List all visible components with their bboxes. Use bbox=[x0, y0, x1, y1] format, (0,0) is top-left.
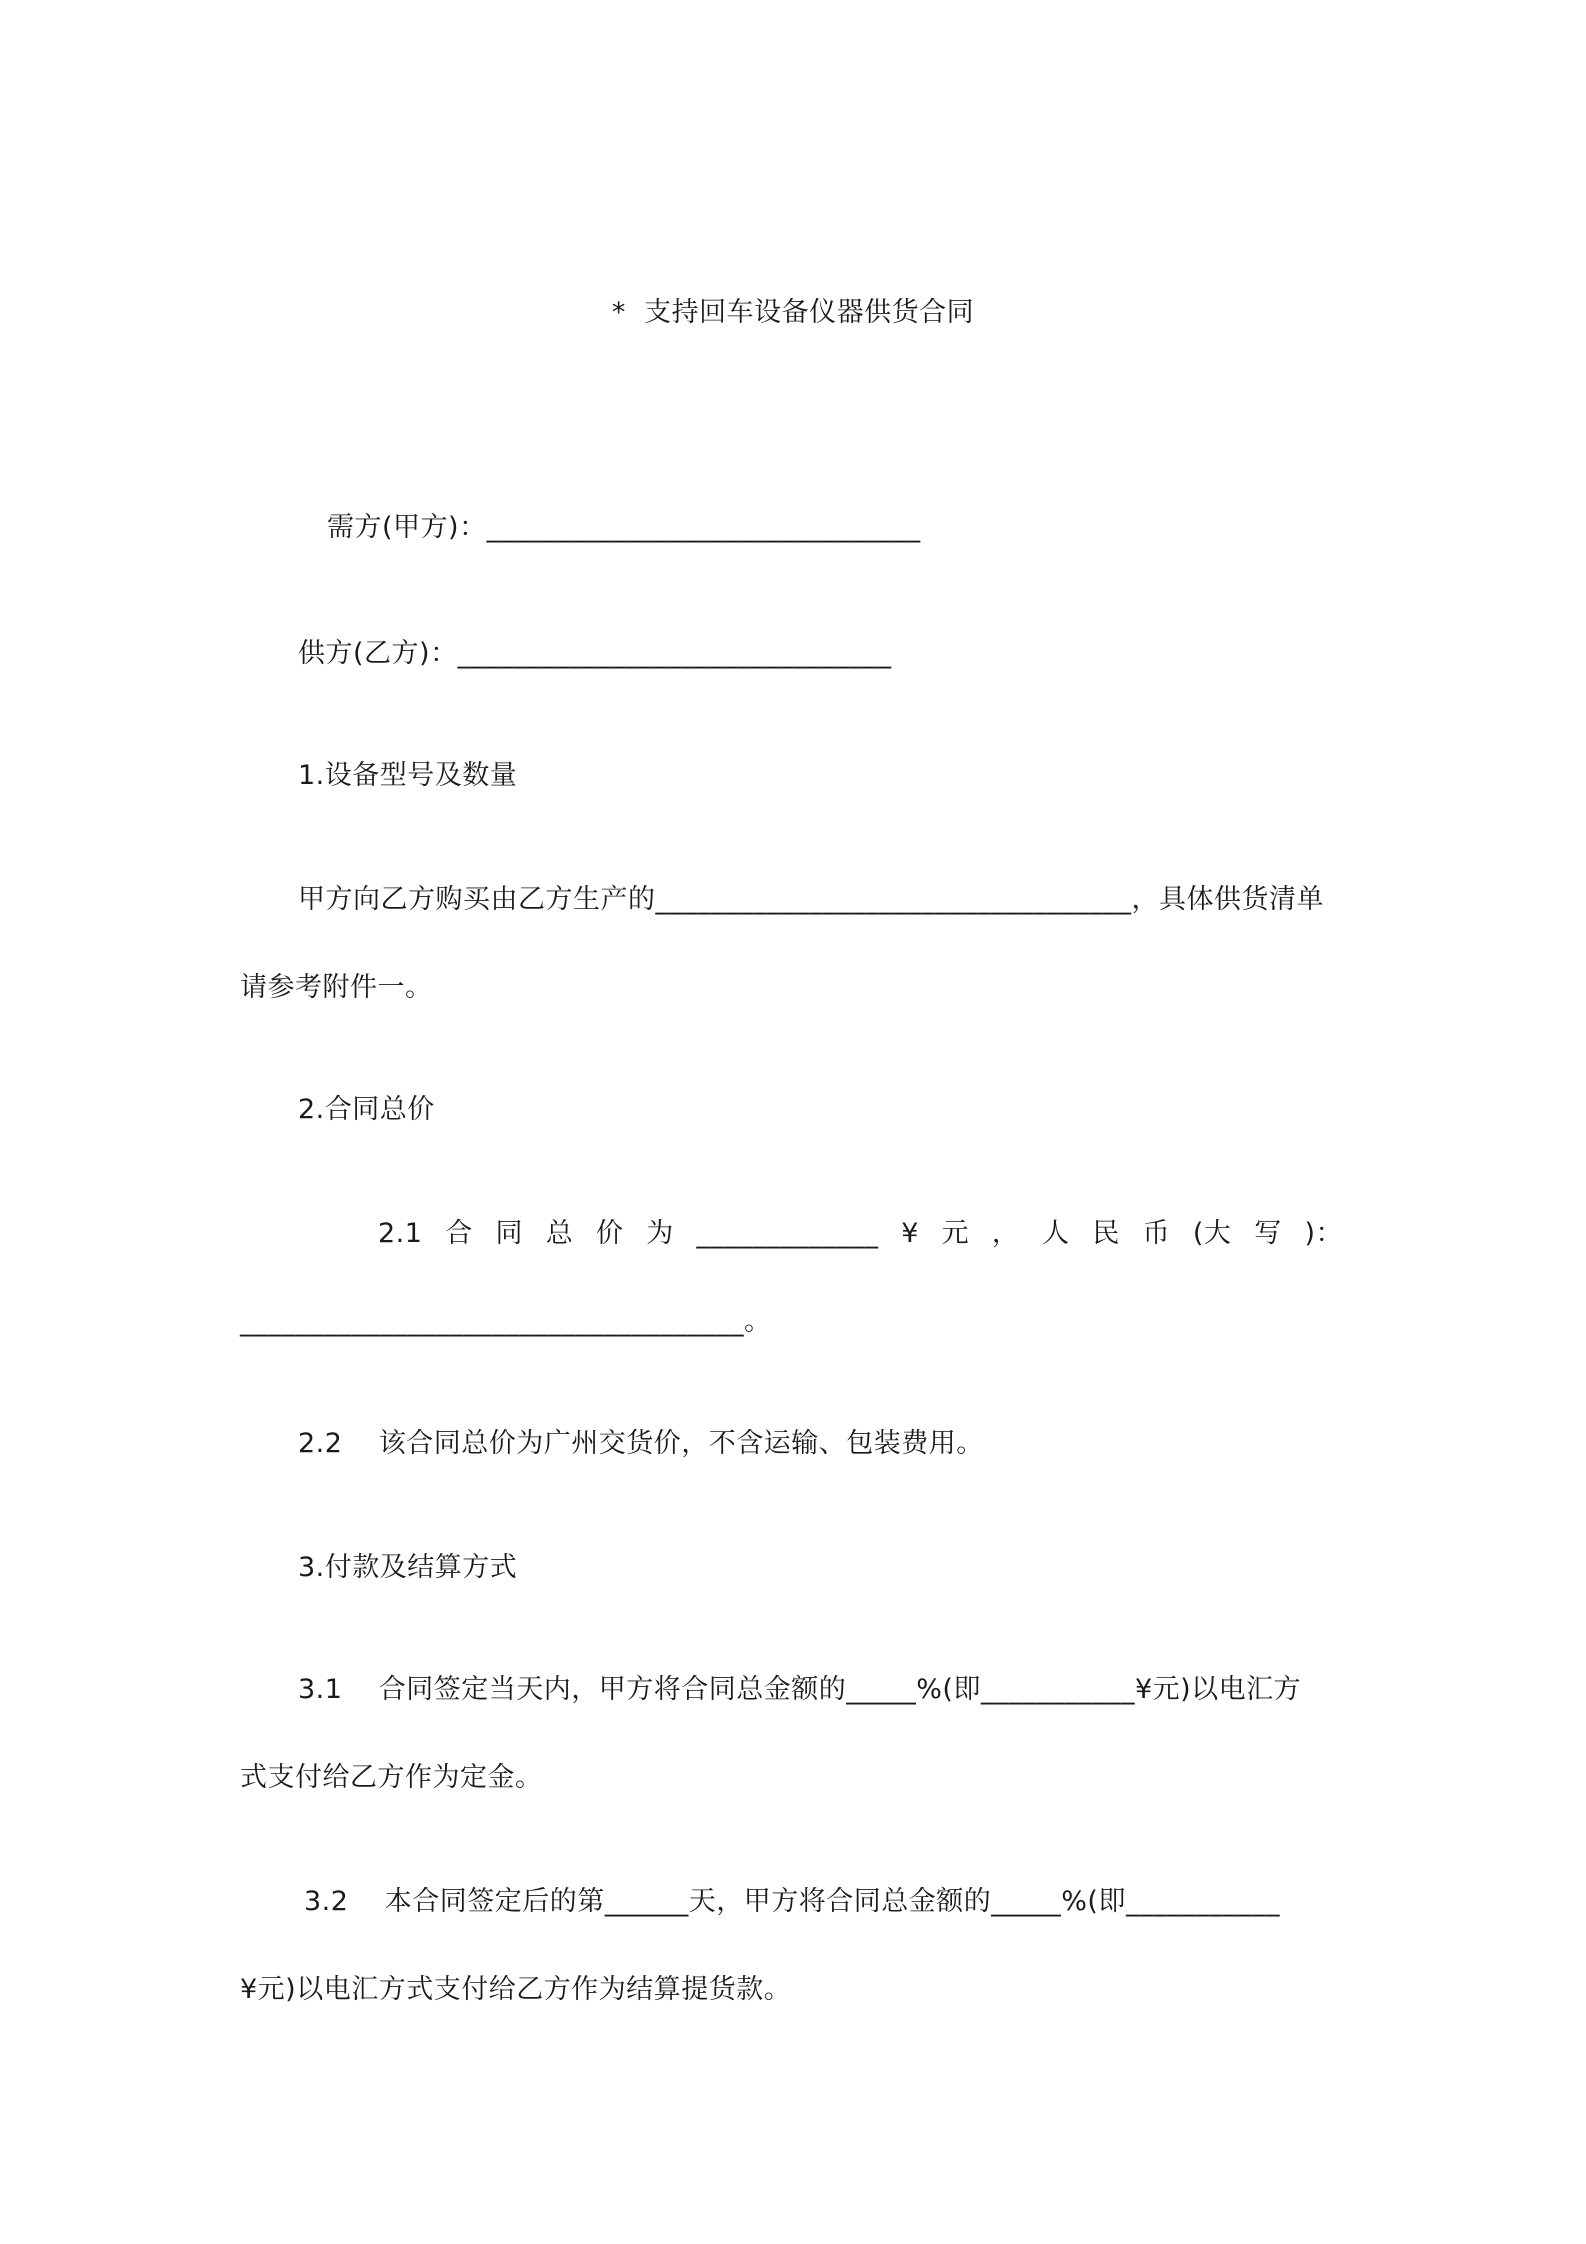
clause-2-1-part: 2.1 bbox=[378, 1218, 423, 1249]
buyer-line: 需方(甲方)：_______________________________ bbox=[327, 512, 921, 543]
clause-2-1-part: 同 bbox=[495, 1218, 523, 1249]
clause-2-1-part: 总 bbox=[545, 1218, 574, 1249]
clause-2-1-part: ¥ bbox=[901, 1218, 919, 1249]
clause-3-1-line-2: 式支付给乙方作为定金。 bbox=[240, 1762, 543, 1793]
section-1-heading: 1.设备型号及数量 bbox=[298, 760, 518, 791]
clause-2-1-part: ， bbox=[991, 1218, 1020, 1249]
clause-2-1-part: 人 bbox=[1042, 1218, 1070, 1249]
clause-2-1-part: 为 bbox=[646, 1218, 674, 1249]
clause-3-2-line-1: 3.2 本合同签定后的第______天，甲方将合同总金额的_____%(即___________ bbox=[304, 1886, 1280, 1917]
clause-3-1-line-1: 3.1 合同签定当天内，甲方将合同总金额的_____%(即___________¥元)以电汇方 bbox=[298, 1674, 1302, 1705]
section-3-heading: 3.付款及结算方式 bbox=[298, 1552, 518, 1583]
clause-3-2-line-2: ¥元)以电汇方式支付给乙方作为结算提货款。 bbox=[240, 1974, 792, 2005]
supplier-line: 供方(乙方)：_______________________________ bbox=[298, 638, 892, 669]
clause-2-2: 2.2 该合同总价为广州交货价，不含运输、包装费用。 bbox=[298, 1428, 984, 1459]
document-title: * 支持回车设备仪器供货合同 bbox=[611, 297, 975, 328]
clause-2-1-part: 合 bbox=[445, 1218, 473, 1249]
clause-2-1-part: 民 bbox=[1092, 1218, 1120, 1249]
clause-2-1-part: 元 bbox=[941, 1218, 970, 1249]
section-2-heading: 2.合同总价 bbox=[298, 1094, 435, 1125]
clause-2-1-part: 写 bbox=[1254, 1218, 1282, 1249]
clause-2-1-part: (大 bbox=[1192, 1218, 1232, 1249]
clause-2-1-part: )： bbox=[1304, 1218, 1343, 1249]
clause-2-1-part: 价 bbox=[595, 1218, 624, 1249]
clause-2-1-line-2: ____________________________________。 bbox=[240, 1306, 772, 1337]
clause-2-1-part: _____________ bbox=[696, 1218, 879, 1249]
clause-2-1-line-1 bbox=[378, 1216, 1343, 1252]
clause-2-1-part: 币 bbox=[1142, 1218, 1171, 1249]
section-1-paragraph-line-1: 甲方向乙方购买由乙方生产的__________________________________，具体供货清单 bbox=[298, 884, 1324, 915]
section-1-paragraph-line-2: 请参考附件一。 bbox=[240, 972, 433, 1003]
